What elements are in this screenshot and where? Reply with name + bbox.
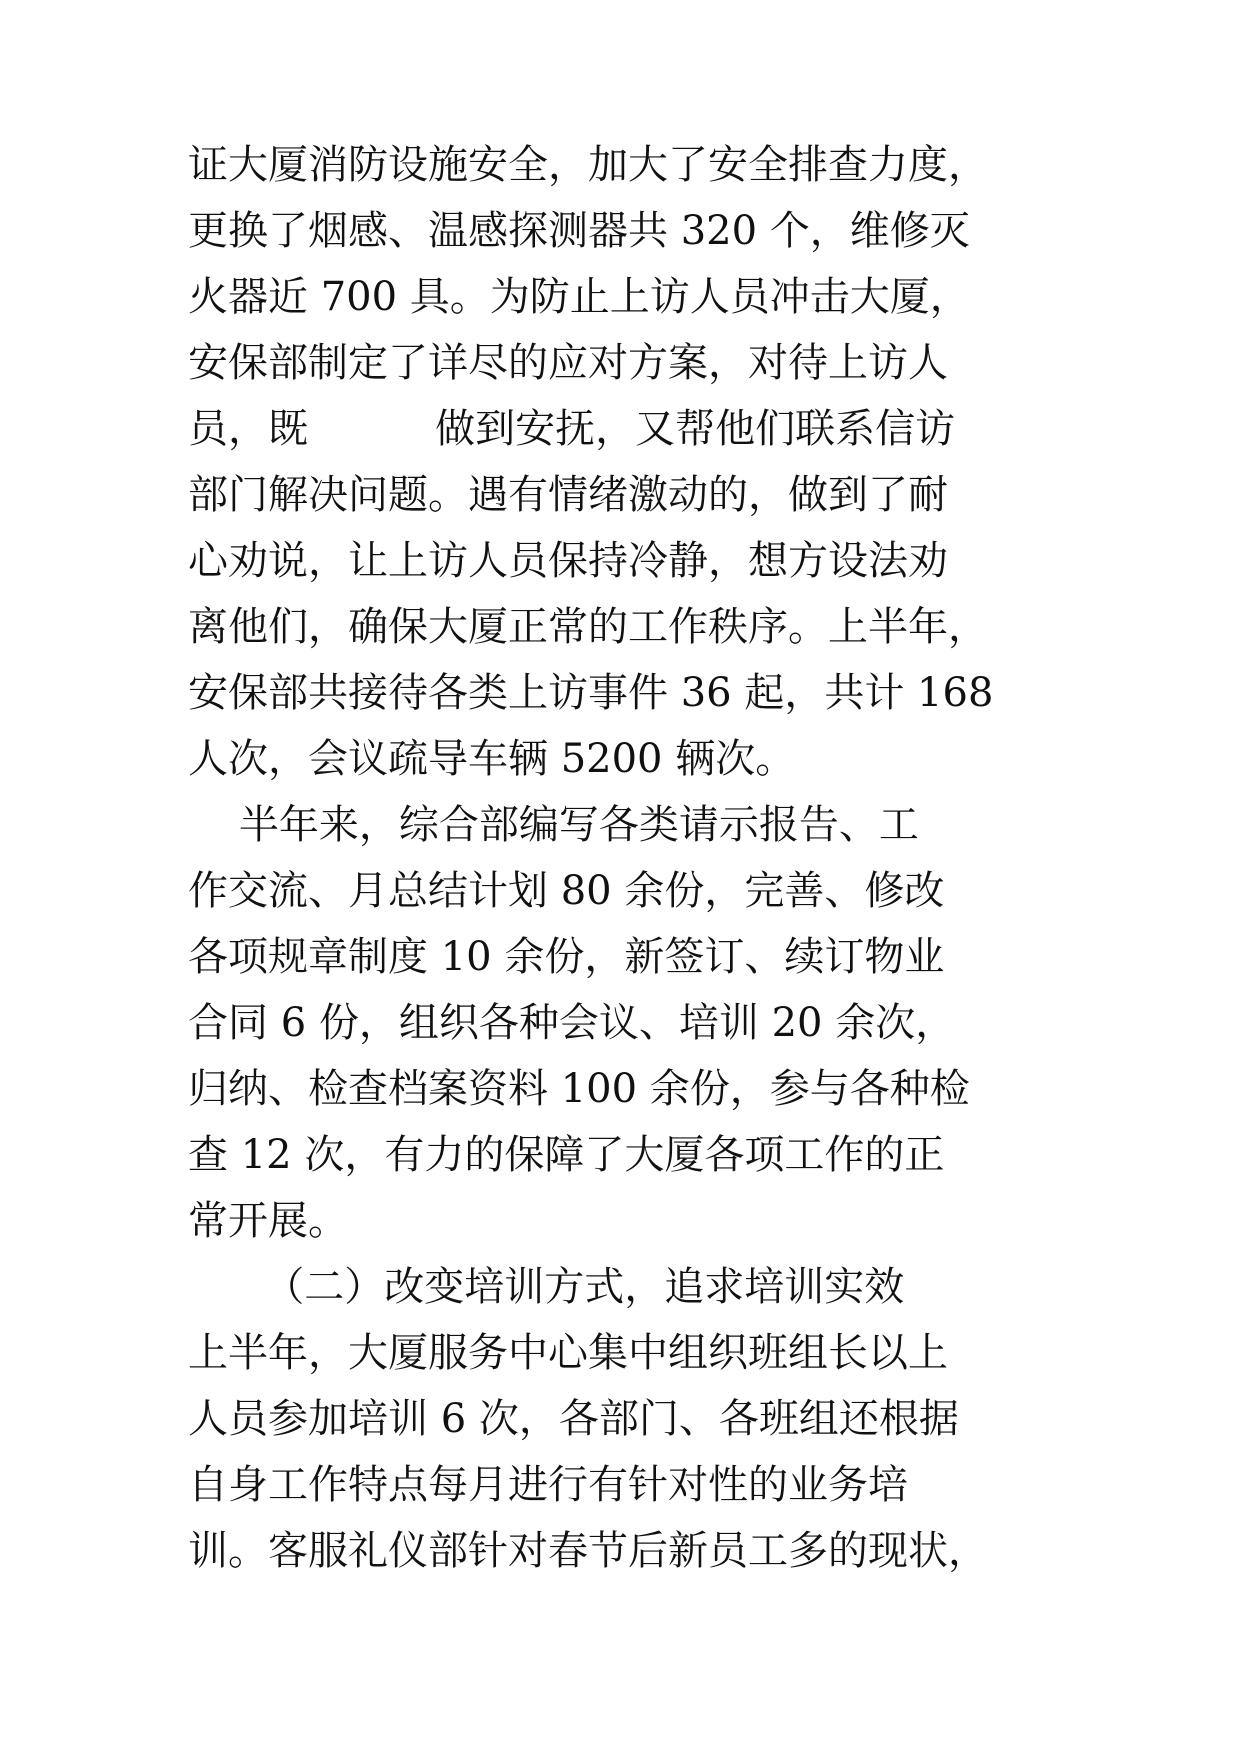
text-line: 部门解决问题。遇有情绪激动的，做到了耐 bbox=[188, 472, 948, 518]
text-line: 更换了烟感、温感探测器共 320 个，维修灭 bbox=[188, 208, 970, 254]
text-line: 合同 6 份，组织各种会议、培训 20 余次， bbox=[188, 1000, 956, 1046]
text-line: 归纳、检查档案资料 100 余份，参与各种检 bbox=[188, 1066, 970, 1112]
text-line: 各项规章制度 10 余份，新签订、续订物业 bbox=[188, 934, 945, 980]
section-heading: （二）改变培训方式，追求培训实效 bbox=[188, 1264, 905, 1310]
text-line: 常开展。 bbox=[188, 1198, 348, 1244]
text-line: 离他们，确保大厦正常的工作秩序。上半年， bbox=[188, 604, 988, 650]
text-line: 查 12 次，有力的保障了大厦各项工作的正 bbox=[188, 1132, 945, 1178]
paragraph-first-line: 半年来，综合部编写各类请示报告、工 bbox=[188, 802, 919, 848]
text-line: 安保部共接待各类上访事件 36 起，共计 168 bbox=[188, 670, 994, 716]
text-line: 心劝说，让上访人员保持冷静，想方设法劝 bbox=[188, 538, 948, 584]
text-line: 上半年，大厦服务中心集中组织班组长以上 bbox=[188, 1330, 948, 1376]
text-line: 作交流、月总结计划 80 余份，完善、修改 bbox=[188, 868, 945, 914]
text-line: 训。客服礼仪部针对春节后新员工多的现状， bbox=[188, 1528, 988, 1574]
text-line: 证大厦消防设施安全，加大了安全排查力度， bbox=[188, 142, 988, 188]
text-line: 火器近 700 具。为防止上访人员冲击大厦， bbox=[188, 274, 970, 320]
text-line: 自身工作特点每月进行有针对性的业务培 bbox=[188, 1462, 908, 1508]
text-line: 人次，会议疏导车辆 5200 辆次。 bbox=[188, 736, 796, 782]
text-line: 安保部制定了详尽的应对方案，对待上访人 bbox=[188, 340, 948, 386]
text-line: 员，既 做到安抚，又帮他们联系信访 bbox=[188, 406, 956, 452]
text-line: 人员参加培训 6 次，各部门、各班组还根据 bbox=[188, 1396, 959, 1442]
